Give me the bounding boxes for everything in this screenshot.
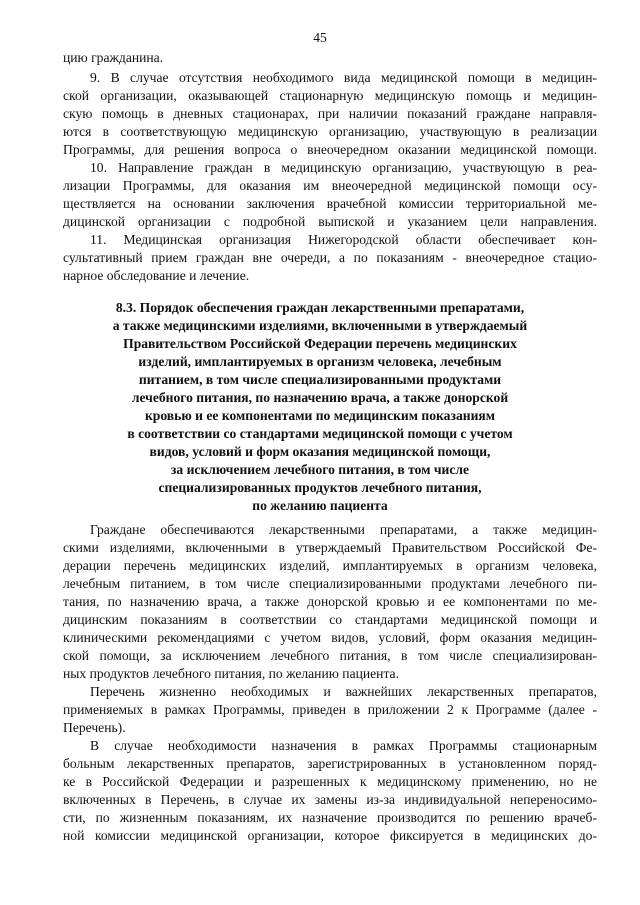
- text-line: ются в соответствующую медицинскую организацию, участвующую в реализации: [63, 124, 597, 139]
- heading-line: в соответствии со стандартами медицинской помощи с учетом: [127, 426, 513, 441]
- heading-line: 8.3. Порядок обеспечения граждан лекарственными препаратами,: [115, 300, 525, 315]
- heading-line: изделий, имплантируемых в организм человека, лечебным: [138, 354, 502, 369]
- text-line: ке в Российской Федерации и разрешенных к медицинскому применению, но не: [63, 774, 597, 789]
- heading-line: специализированных продуктов лечебного питания,: [158, 480, 482, 495]
- page-number: 45: [313, 30, 327, 45]
- heading-line: а также медицинскими изделиями, включенными в утверждаемый: [112, 318, 528, 333]
- text-line: ской организации, оказывающей стационарную медицинскую помощь и медицин-: [63, 88, 597, 103]
- text-line: скими изделиями, включенными в утверждаемый Правительством Российской Фе-: [63, 540, 597, 555]
- text-line: Перечень).: [63, 720, 126, 735]
- heading-line: лечебного питания, по назначению врача, а также донорской: [131, 390, 509, 405]
- heading-line: за исключением лечебного питания, в том числе: [170, 462, 470, 477]
- text-line: сти, по жизненным показаниям, их назначение производится по решению врачеб-: [63, 810, 597, 825]
- heading-line: Правительством Российской Федерации перечень медицинских: [123, 336, 517, 351]
- text-line: цию гражданина.: [63, 50, 164, 65]
- text-line: тания, по назначению врача, а также донорской кровью и ее компонентами по ме-: [63, 594, 597, 609]
- text-line: ществляется на основании заключения врачебной комиссии территориальной ме-: [63, 196, 597, 211]
- text-line: клиническими рекомендациями с учетом видов, условий, форм оказания медицин-: [63, 630, 597, 645]
- heading-line: видов, условий и форм оказания медицинской помощи,: [149, 444, 491, 459]
- text-line: ных продуктов лечебного питания, по желанию пациента.: [63, 666, 399, 681]
- text-line: лечебным питанием, в том числе специализированными продуктами лечебного пи-: [63, 576, 597, 591]
- text-line: 10. Направление граждан в медицинскую организацию, участвующую в реа-: [90, 160, 597, 175]
- text-line: дицинским показаниям в соответствии со стандартами медицинской помощи и: [63, 612, 597, 627]
- heading-line: по желанию пациента: [252, 498, 388, 513]
- text-line: ской помощи, за исключением лечебного питания, в том числе специализирован-: [63, 648, 597, 663]
- text-line: лизации Программы, для оказания им внеочередной медицинской помощи осу-: [63, 178, 597, 193]
- heading-line: кровью и ее компонентами по медицинским показаниям: [144, 408, 496, 423]
- text-line: скую помощь в дневных стационарах, при наличии показаний граждане направля-: [63, 106, 597, 121]
- text-line: дицинской организации с подробной выпиской и указанием цели направления.: [63, 214, 597, 229]
- text-line: Программы, для решения вопроса о внеочередном оказании медицинской помощи.: [63, 142, 597, 157]
- text-line: Перечень жизненно необходимых и важнейших лекарственных препаратов,: [90, 684, 597, 699]
- text-line: сультативный прием граждан вне очереди, а по показаниям - внеочередное стацио-: [63, 250, 597, 265]
- text-line: применяемых в рамках Программы, приведен в приложении 2 к Программе (далее -: [63, 702, 597, 717]
- text-line: В случае необходимости назначения в рамках Программы стационарным: [90, 738, 597, 753]
- text-line: дерации перечень медицинских изделий, имплантируемых в организм человека,: [63, 558, 597, 573]
- text-line: 9. В случае отсутствия необходимого вида медицинской помощи в медицин-: [90, 70, 597, 85]
- text-line: нарное обследование и лечение.: [63, 268, 250, 283]
- heading-line: питанием, в том числе специализированными продуктами: [138, 372, 502, 387]
- text-line: включенных в Перечень, в случае их замены из-за индивидуальной непереносимо-: [63, 792, 597, 807]
- text-line: Граждане обеспечиваются лекарственными препаратами, а также медицин-: [90, 522, 597, 537]
- text-line: 11. Медицинская организация Нижегородской области обеспечивает кон-: [90, 232, 597, 247]
- text-line: ной комиссии медицинской организации, которое фиксируется в медицинских до-: [63, 828, 597, 843]
- text-line: больным лекарственных препаратов, зарегистрированных в установленном поряд-: [63, 756, 597, 771]
